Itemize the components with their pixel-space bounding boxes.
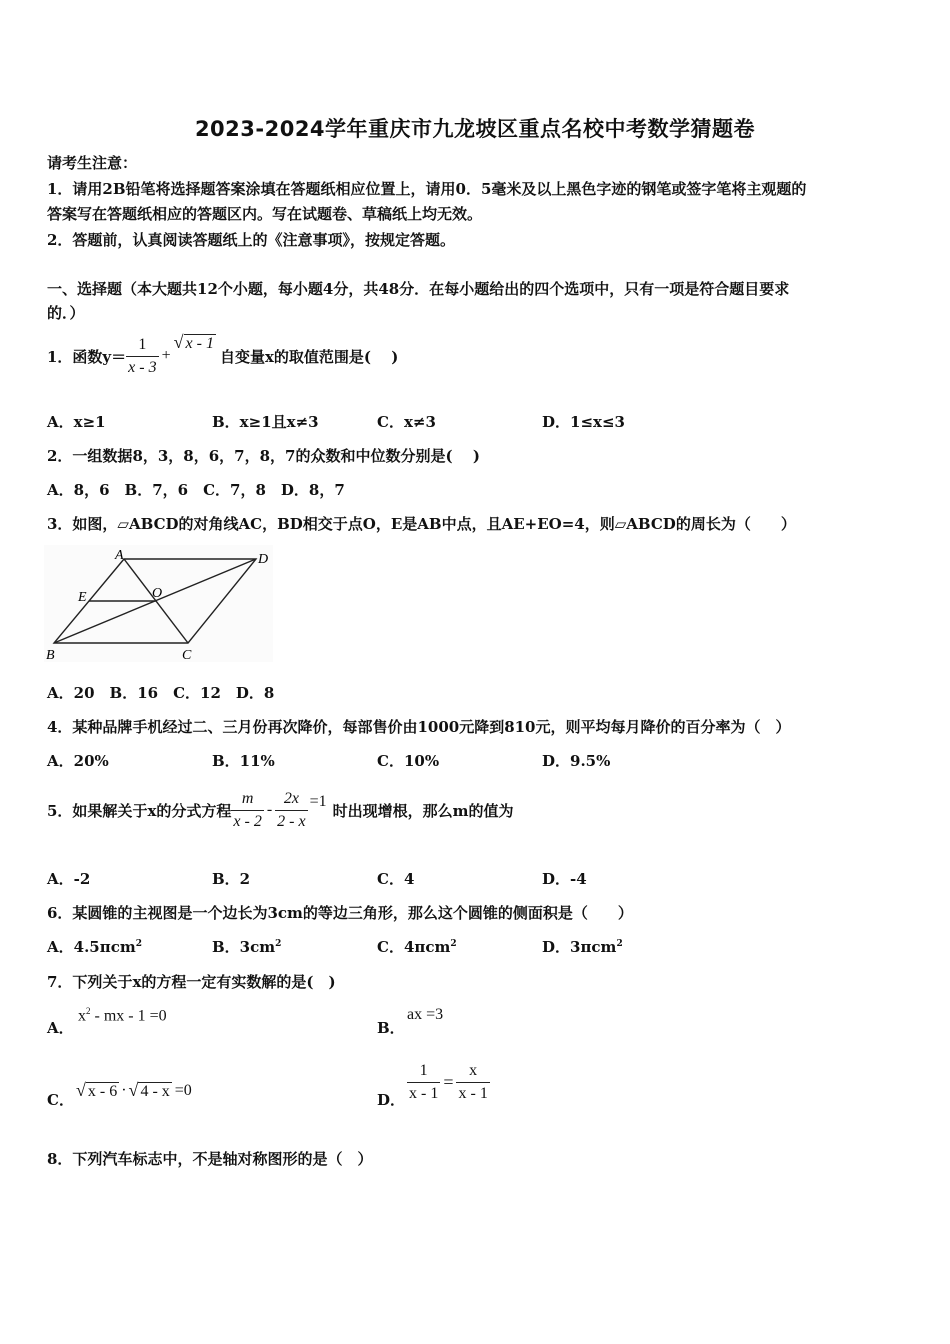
q1-denominator: x - 3 [128, 358, 157, 376]
question-1 [47, 326, 398, 386]
q4-option-a: A．20% [47, 752, 109, 770]
section-heading-line-2: 的．） [47, 304, 85, 322]
q5-option-c: C．4 [377, 870, 415, 888]
q6-option-b-text: B．3cm [212, 938, 276, 956]
question-5 [47, 782, 514, 838]
label-e: E [78, 590, 87, 605]
q7-option-b-expr: ax =3 [407, 1006, 444, 1023]
question-8: 8．下列汽车标志中，不是轴对称图形的是（ ） [47, 1150, 373, 1168]
q7-c-eq: =0 [174, 1081, 192, 1099]
q1-sqrt [174, 332, 216, 353]
q1-fraction [126, 336, 158, 377]
notice-line-3: 2．答题前，认真阅读答题纸上的《注意事项》，按规定答题。 [47, 231, 455, 249]
q6-option-b-sup: 2 [275, 939, 282, 949]
q2-options: A．8，6 B．7，6 C．7，8 D．8，7 [47, 481, 345, 499]
q6-option-d-sup: 2 [616, 939, 623, 949]
q6-option-a-sup: 2 [135, 939, 142, 949]
q7-d-numerator-1: 1 [407, 1062, 440, 1083]
q1-option-c: C．x≠3 [377, 413, 436, 431]
question-4: 4．某种品牌手机经过二、三月份再次降价，每部售价由1000元降到810元，则平均每月降价的百分率为（ ） [47, 718, 791, 736]
q5-option-b: B．2 [212, 870, 251, 888]
q7-a-rest: - mx - 1 =0 [90, 1007, 167, 1025]
q5-suffix: 时出现增根，那么m的值为 [332, 801, 514, 820]
q7-c-radicand-1: x - 6 [87, 1083, 118, 1100]
parallelogram-figure [44, 545, 274, 663]
q7-d-numerator-2: x [456, 1062, 489, 1083]
q5-fraction-2 [275, 790, 307, 831]
q5-numerator-2: 2x [275, 790, 307, 811]
page-title: 2023-2024学年重庆市九龙坡区重点名校中考数学猜题卷 [194, 117, 756, 141]
q6-option-b [212, 936, 281, 957]
q7-d-fraction-1 [407, 1062, 440, 1103]
question-3: 3．如图，▱ABCD的对角线AC，BD相交于点O，E是AB中点，且AE+EO=4，则▱ABCD的周长为（ ） [47, 515, 796, 533]
q1-option-a: A．x≥1 [47, 413, 106, 431]
label-c: C [182, 648, 192, 663]
q1-radicand: x - 1 [185, 334, 214, 352]
q5-numerator-1: m [231, 790, 263, 811]
question-7: 7．下列关于x的方程一定有实数解的是( ) [47, 973, 336, 991]
q3-options: A．20 B．16 C．12 D．8 [47, 684, 275, 702]
q7-d-denominator-2: x - 1 [458, 1085, 488, 1102]
q5-prefix: 5．如果解关于x的分式方程 [47, 801, 232, 820]
q1-numerator: 1 [126, 336, 158, 357]
notice-line-1: 1．请用2B铅笔将选择题答案涂填在答题纸相应位置上，请用0．5毫米及以上黑色字迹的钢笔或签字笔将主观题的 [47, 180, 807, 198]
q1-radical-icon: √ [173, 331, 184, 352]
q5-equals-one: =1 [309, 793, 327, 810]
q6-option-d-text: D．3πcm [542, 938, 617, 956]
q6-option-c-sup: 2 [450, 939, 457, 949]
q6-option-d [542, 936, 623, 957]
q1-plus: + [161, 347, 171, 364]
q7-a-x: x [78, 1007, 86, 1025]
notice-heading: 请考生注意： [47, 154, 138, 172]
q6-option-a [47, 936, 142, 957]
q7-c-radical-icon-1: √ [76, 1080, 86, 1100]
q4-option-b: B．11% [212, 752, 275, 770]
q4-option-c: C．10% [377, 752, 440, 770]
q7-c-dot: · [121, 1081, 127, 1099]
q4-option-d: D．9.5% [542, 752, 611, 770]
q7-c-radicand-2: 4 - x [140, 1083, 170, 1100]
question-2: 2．一组数据8，3，8，6，7，8，7的众数和中位数分别是( ) [47, 447, 480, 465]
q7-option-c-label: C． [47, 1091, 74, 1109]
section-heading-line-1: 一、选择题（本大题共12个小题，每小题4分，共48分．在每小题给出的四个选项中，只有一项是符合题目要求 [47, 280, 790, 298]
q5-fraction-1 [231, 790, 263, 831]
q5-minus: - [266, 801, 273, 818]
q6-option-a-text: A．4.5πcm [47, 938, 136, 956]
q7-d-eq: = [443, 1072, 454, 1092]
q5-option-a: A．-2 [47, 870, 91, 888]
q7-option-d-expr [407, 1062, 490, 1103]
q7-d-denominator-1: x - 1 [409, 1085, 439, 1102]
q1-option-d: D．1≤x≤3 [542, 413, 625, 431]
q6-option-c [377, 936, 457, 957]
q7-option-b-label: B． [377, 1019, 405, 1037]
q7-d-fraction-2 [456, 1062, 489, 1103]
q5-option-d: D．-4 [542, 870, 587, 888]
q7-c-sqrt-1 [76, 1080, 119, 1101]
notice-line-2: 答案写在答题纸相应的答题区内。写在试题卷、草稿纸上均无效。 [47, 205, 483, 223]
label-b: B [46, 648, 55, 663]
q5-denominator-2: 2 - x [277, 812, 306, 830]
question-6: 6．某圆锥的主视图是一个边长为3cm的等边三角形，那么这个圆锥的侧面积是（ ） [47, 904, 633, 922]
q7-option-c-expr [76, 1080, 192, 1101]
label-a: A [115, 548, 124, 563]
q6-option-c-text: C．4πcm [377, 938, 451, 956]
q7-option-d-label: D． [377, 1091, 406, 1109]
q1-suffix: 自变量x的取值范围是( ) [219, 347, 399, 366]
label-o: O [152, 586, 163, 601]
q1-option-b: B．x≥1且x≠3 [212, 413, 319, 431]
q5-denominator-1: x - 2 [233, 812, 262, 830]
label-d: D [258, 552, 269, 567]
q7-option-a-label: A． [47, 1019, 74, 1037]
q1-prefix: 1．函数y＝ [47, 347, 127, 366]
q7-c-radical-icon-2: √ [128, 1080, 139, 1100]
q7-option-a-expr [78, 1006, 167, 1025]
q7-a-sup: 2 [86, 1006, 91, 1016]
q7-c-sqrt-2 [129, 1080, 172, 1101]
